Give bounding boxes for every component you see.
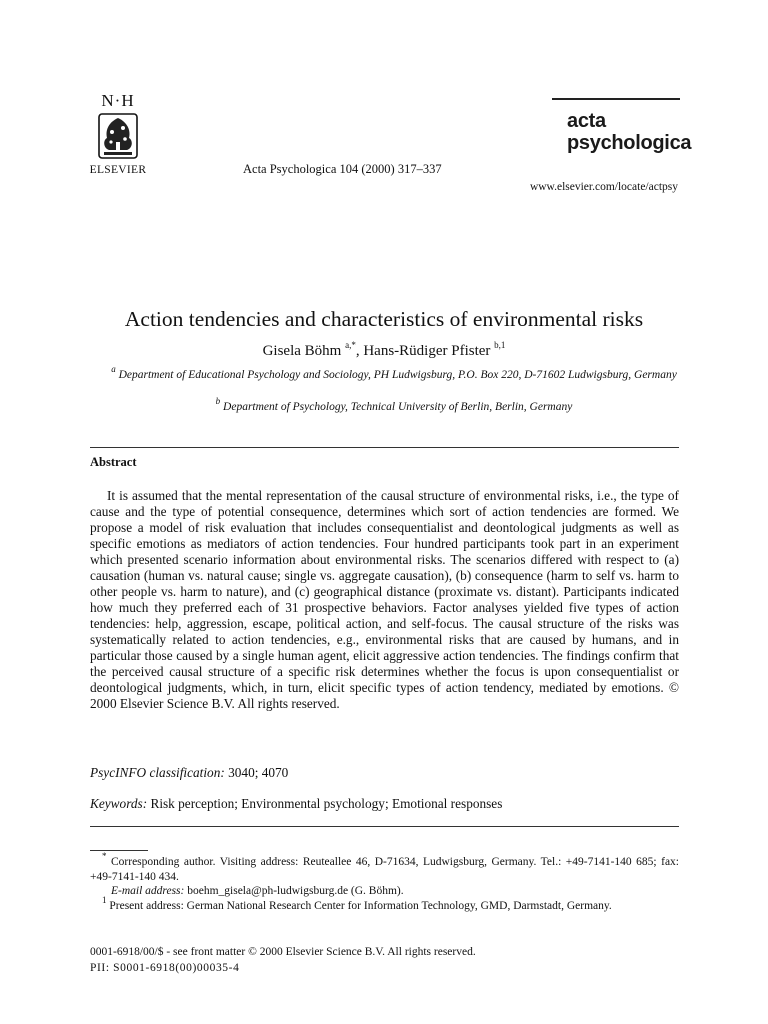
psycinfo-classification xyxy=(90,765,288,781)
journal-url[interactable]: www.elsevier.com/locate/actpsy xyxy=(529,181,678,193)
affiliation-b-mark: b xyxy=(215,396,221,407)
publisher-logo-monogram: N·H xyxy=(101,91,135,110)
abstract-bottom-rule xyxy=(90,826,679,827)
journal-logo-line2: psychologica xyxy=(567,132,692,154)
abstract-top-rule xyxy=(90,447,679,448)
affiliation-b-text: Department of Psychology, Technical University of Berlin, Berlin, Germany xyxy=(223,401,573,413)
footnote-email xyxy=(90,884,679,899)
journal-citation: Acta Psychologica 104 (2000) 317–337 xyxy=(243,162,442,176)
journal-logo xyxy=(567,110,691,154)
author-2: Hans-Rüdiger Pfister xyxy=(363,343,491,359)
footnote-present-text: Present address: German National Research Center for Information Technology, GMD, Darmstadt, Germany. xyxy=(109,900,612,912)
footnote-rule xyxy=(90,850,148,851)
footnote-present-mark: 1 xyxy=(102,895,107,906)
keywords xyxy=(90,796,502,812)
affiliation-a-mark: a xyxy=(111,364,116,375)
author-2-marks: b,1 xyxy=(494,340,506,350)
author-1-marks: a,* xyxy=(345,340,356,350)
affiliation-a xyxy=(104,364,684,383)
author-line xyxy=(0,340,768,360)
footnote-corresponding-author xyxy=(90,851,679,884)
author-separator: , xyxy=(355,343,364,359)
affiliation-b xyxy=(104,396,684,415)
psycinfo-value: 3040; 4070 xyxy=(224,765,289,780)
abstract-heading: Abstract xyxy=(90,455,137,469)
footnote-corr-mark: * xyxy=(102,851,107,862)
abstract-body: It is assumed that the mental representation of the causal structure of environmental risks, i.e., the type of cause and the type of potential consequence, determines which sort of action tendencies are formed. We propose a model of risk evaluation that includes consequentialist and deontological judgments as well as specific emotions as mediators of action tendencies. Four hundred participants took part in an experiment which presented scenario information about environmental risks. The scenarios differed with respect to (a) causation (human vs. natural cause; single vs. aggregate causation), (b) consequence (harm to self vs. harm to other people vs. harm to nature), and (c) geographical distance (proximate vs. distant). Participants indicated how much they preferred each of 31 prospective behaviors. Factor analyses yielded five types of action tendencies: help, aggression, escape, political action, and self-focus. The causal structure of the risks was systematically related to action tendencies, e.g., environmental risks that are caused by humans, and in particular those caused by a single human agent, elicit aggressive action tendencies. The findings confirm that the perceived causal structure of a specific risk determines whether the focus is upon consequentialist or deontological judgments, which, in turn, elicit specific types of action tendency, mediated by emotions. © 2000 Elsevier Science B.V. All rights reserved. xyxy=(90,488,679,711)
affiliation-a-text: Department of Educational Psychology and Sociology, PH Ludwigsburg, P.O. Box 220, D-71602 Ludwigsburg, Germany xyxy=(118,369,677,381)
journal-logo-line1: acta xyxy=(567,110,606,132)
publisher-logo xyxy=(86,92,150,176)
pii-line: PII: S0001-6918(00)00035-4 xyxy=(90,962,240,974)
footnote-present-address xyxy=(90,895,679,914)
author-1: Gisela Böhm xyxy=(262,343,342,359)
email-label: E-mail address: xyxy=(111,885,185,897)
journal-logo-rule xyxy=(552,98,680,100)
copyright-line: 0001-6918/00/$ - see front matter © 2000 Elsevier Science B.V. All rights reserved. xyxy=(90,946,476,958)
keywords-label: Keywords: xyxy=(90,796,148,811)
psycinfo-label: PsycINFO classification: xyxy=(90,765,225,780)
publisher-name: ELSEVIER xyxy=(89,164,147,176)
article-title: Action tendencies and characteristics of environmental risks xyxy=(124,307,644,331)
elsevier-tree-emblem-icon xyxy=(95,112,141,162)
footnote-corr-text: Corresponding author. Visiting address: Reuteallee 46, D-71634, Ludwigsburg, Germany. Tel.: +49-7141-140 685; fax: +49-7141-140 434. xyxy=(90,856,679,883)
email-value[interactable]: boehm_gisela@ph-ludwigsburg.de (G. Böhm). xyxy=(184,885,404,897)
keywords-value: Risk perception; Environmental psychology; Emotional responses xyxy=(147,796,503,811)
